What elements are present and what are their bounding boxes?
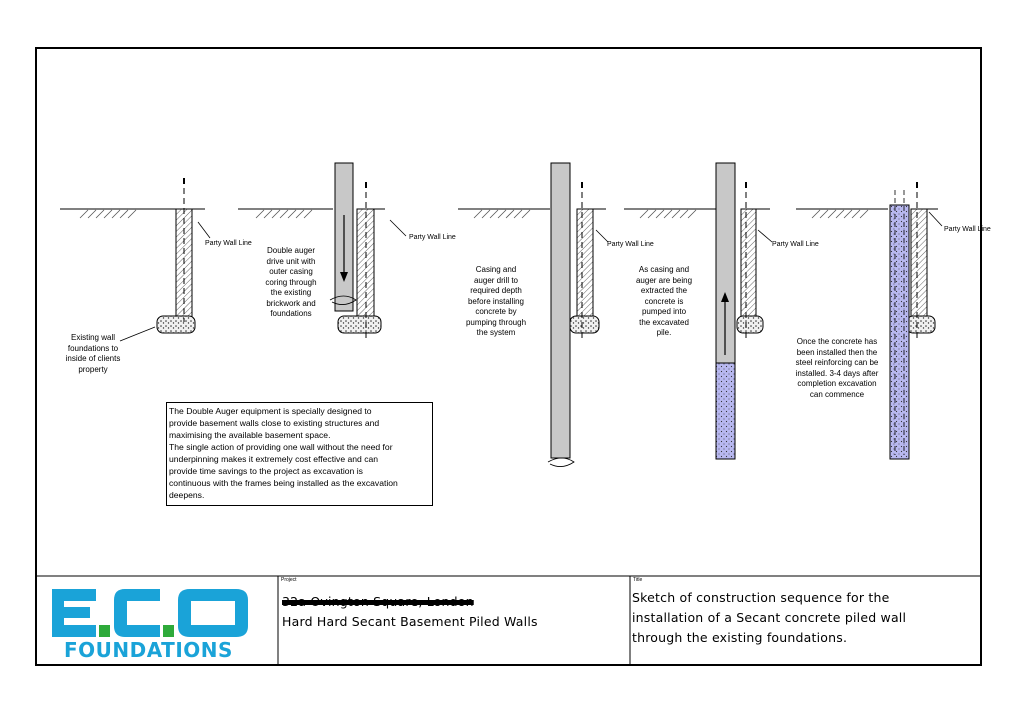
- party-wall-label-2: Party Wall Line: [409, 234, 456, 241]
- logo-word: FOUNDATIONS: [64, 638, 233, 662]
- project-name: Hard Hard Secant Basement Piled Walls: [282, 614, 538, 629]
- party-wall-marker-3: [581, 182, 583, 188]
- project-label: Project: [281, 577, 297, 583]
- party-wall-label-5: Party Wall Line: [944, 226, 991, 233]
- eco-logo: [52, 589, 248, 637]
- step5-reinforcement: [796, 182, 942, 459]
- party-wall-label-1: Party Wall Line: [205, 240, 252, 247]
- existing-wall-note: Existing wall foundations to inside of clients property: [65, 333, 121, 374]
- step1-existing-wall: [60, 178, 210, 341]
- drawing-title: Sketch of construction sequence for the installation of a Secant concrete piled wall through the existing foundations.: [632, 590, 907, 645]
- project-address: 32a Ovington Square, London: [282, 594, 474, 609]
- party-wall-marker-5: [916, 182, 918, 188]
- party-wall-marker-1: [183, 178, 185, 184]
- step4-note: As casing and auger are being extracted the concrete is pumped into the excavated pile.: [635, 265, 693, 337]
- party-wall-label-4: Party Wall Line: [772, 241, 819, 248]
- description-box: The Double Auger equipment is specially designed to provide basement walls close to existing structures and maximising the available basement space. The single action of providing one wall without the need for underpinning makes it extremely cost effective and can provide time savings to the project as excavation is continuous with the frames being installed as the excavation deepens.: [166, 402, 433, 506]
- step3-note: Casing and auger drill to required depth before installing concrete by pumping through the system: [465, 265, 527, 337]
- step5-note: Once the concrete has been installed then the steel reinforcing can be installed. 3-4 days after completion excavation can commence: [795, 337, 879, 399]
- party-wall-label-3: Party Wall Line: [607, 241, 654, 248]
- party-wall-marker-4: [745, 182, 747, 188]
- title-label: Title: [633, 577, 643, 583]
- step2-note: Double auger drive unit with outer casing coring through the existing brickwork and foundations: [265, 246, 317, 318]
- party-wall-marker-2: [365, 182, 367, 188]
